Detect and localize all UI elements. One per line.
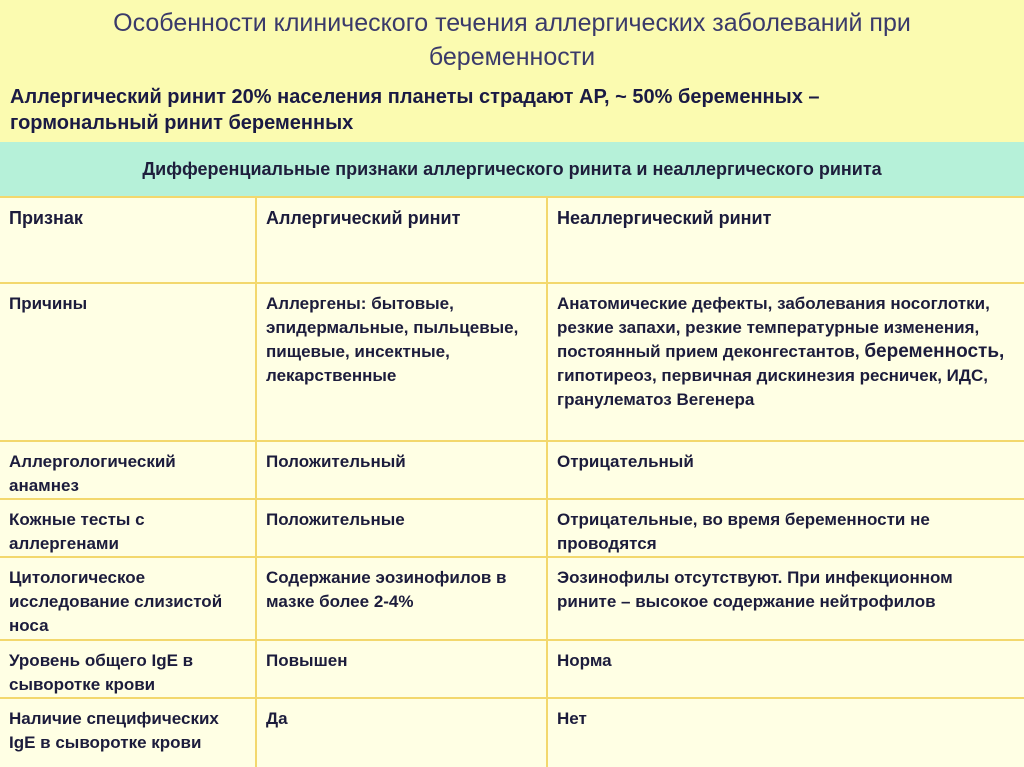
cell-allergic: Аллергены: бытовые, эпидермальные, пыльцевые, пищевые, инсектные, лекарственные	[256, 283, 547, 441]
table-title: Дифференциальные признаки аллергического ринита и неаллергического ринита	[142, 159, 882, 179]
cell-allergic: Содержание эозинофилов в мазке более 2-4%	[256, 557, 547, 640]
cell-sign: Цитологическое исследование слизистой носа	[0, 557, 256, 640]
table-row	[0, 499, 1024, 557]
cell-nonallergic-text: Анатомические дефекты, заболевания носоглотки, резкие запахи, резкие температурные изменения, постоянный прием деконгестантов,	[557, 294, 990, 361]
cell-sign: Наличие специфических IgE в сыворотке крови	[0, 698, 256, 767]
table-row	[0, 283, 1024, 441]
cell-sign: Аллергологический анамнез	[0, 441, 256, 499]
cell-sign: Уровень общего IgE в сыворотке крови	[0, 640, 256, 698]
comparison-table	[0, 196, 1024, 767]
cell-nonallergic-text-end: гипотиреоз, первичная дискинезия ресничек, ИДС, гранулематоз Вегенера	[557, 366, 988, 409]
table-row	[0, 441, 1024, 499]
cell-nonallergic	[547, 283, 1024, 441]
cell-allergic: Положительные	[256, 499, 547, 557]
table-row	[0, 698, 1024, 767]
page-subtitle-line1: Аллергический ринит 20% населения планеты страдают АР, ~ 50% беременных –	[10, 86, 820, 108]
cell-nonallergic: Отрицательные, во время беременности не проводятся	[547, 499, 1024, 557]
cell-nonallergic-emphasis: беременность,	[864, 341, 1005, 362]
page-title-line1: Особенности клинического течения аллергических заболеваний при	[113, 9, 911, 37]
header-nonallergic: Неаллергический ринит	[547, 197, 1024, 283]
page-subtitle	[10, 84, 1010, 136]
cell-nonallergic: Отрицательный	[547, 441, 1024, 499]
page-subtitle-line2: гормональный ринит беременных	[10, 112, 354, 134]
cell-allergic: Да	[256, 698, 547, 767]
table-row	[0, 640, 1024, 698]
page-title-line2: беременности	[428, 43, 596, 71]
header-allergic: Аллергический ринит	[256, 197, 547, 283]
cell-allergic: Повышен	[256, 640, 547, 698]
cell-sign: Причины	[0, 283, 256, 441]
table-header-row	[0, 197, 1024, 283]
cell-nonallergic: Эозинофилы отсутствуют. При инфекционном рините – высокое содержание нейтрофилов	[547, 557, 1024, 640]
cell-nonallergic: Норма	[547, 640, 1024, 698]
cell-allergic: Положительный	[256, 441, 547, 499]
cell-nonallergic: Нет	[547, 698, 1024, 767]
comparison-table-container	[0, 196, 1024, 767]
page-title	[0, 6, 1024, 74]
header-sign: Признак	[0, 197, 256, 283]
table-row	[0, 557, 1024, 640]
cell-sign: Кожные тесты с аллергенами	[0, 499, 256, 557]
